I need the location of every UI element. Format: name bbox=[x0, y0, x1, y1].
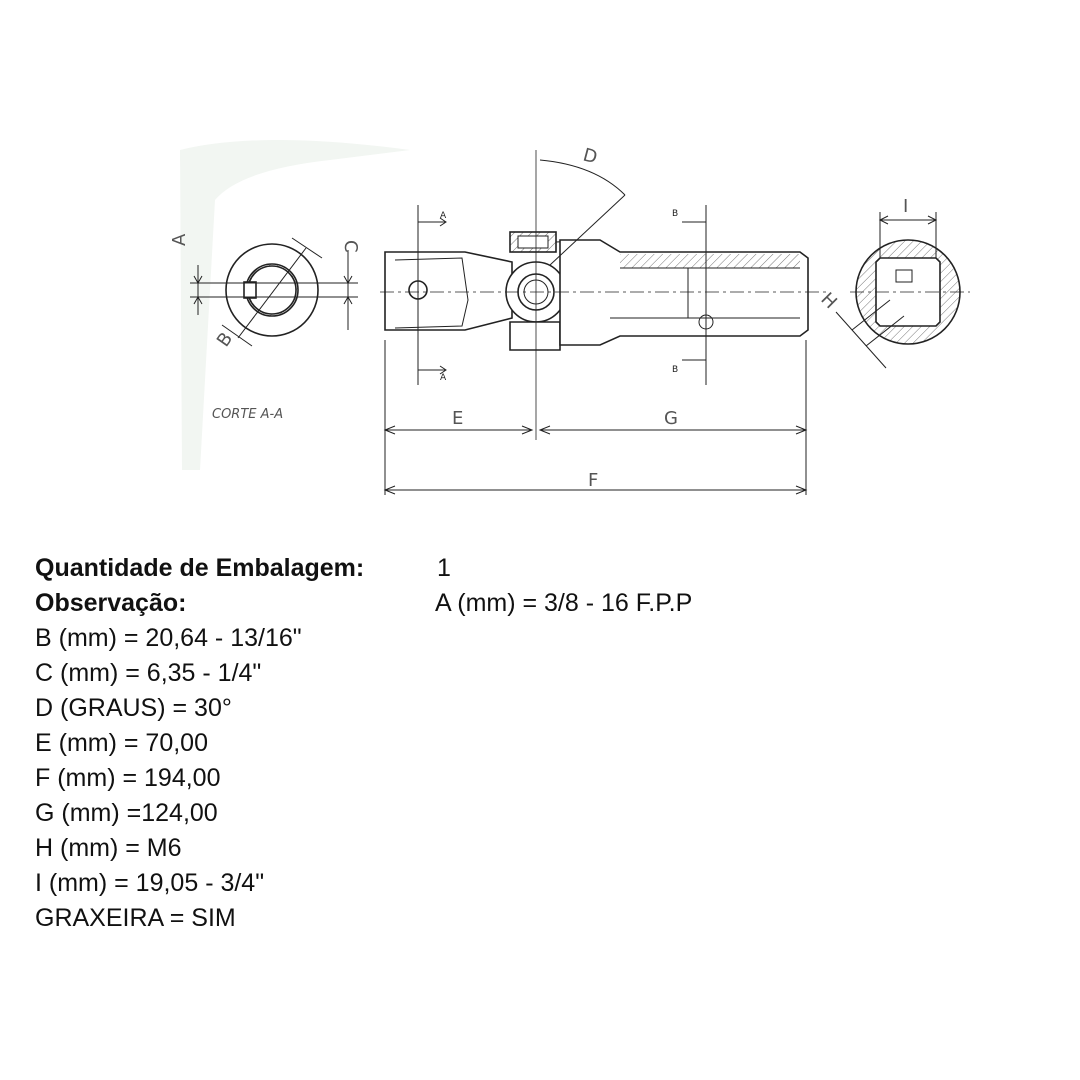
observation-label: Observação: bbox=[35, 589, 187, 617]
observation-row bbox=[35, 586, 693, 621]
dim-label-f: F bbox=[588, 470, 599, 491]
quantity-row bbox=[35, 551, 451, 586]
specifications-block bbox=[35, 551, 693, 936]
dim-label-e: E bbox=[452, 408, 464, 429]
spec-g: G (mm) =124,00 bbox=[35, 799, 218, 827]
left-yoke bbox=[385, 252, 512, 330]
spec-c: C (mm) = 6,35 - 1/4" bbox=[35, 659, 262, 687]
spec-i: I (mm) = 19,05 - 3/4" bbox=[35, 869, 265, 897]
spec-f: F (mm) = 194,00 bbox=[35, 764, 221, 792]
dim-label-h: H bbox=[816, 288, 841, 314]
hatched-shaft-wall bbox=[620, 254, 800, 268]
section-keyway bbox=[244, 282, 256, 298]
spec-h: H (mm) = M6 bbox=[35, 834, 182, 862]
spec-a: A (mm) = 3/8 - 16 F.P.P bbox=[435, 589, 693, 617]
dim-label-g: G bbox=[664, 408, 678, 429]
section-mark-a-top: A bbox=[440, 211, 447, 221]
section-mark-b-top: B bbox=[672, 209, 679, 219]
spec-b: B (mm) = 20,64 - 13/16" bbox=[35, 624, 302, 652]
section-view-a-a bbox=[190, 238, 358, 346]
spec-e: E (mm) = 70,00 bbox=[35, 729, 208, 757]
section-view-b-b bbox=[836, 212, 970, 368]
dim-label-c: C bbox=[340, 240, 361, 253]
section-mark-b-bottom: B bbox=[672, 365, 679, 375]
quantity-value: 1 bbox=[437, 554, 451, 582]
dim-label-i: I bbox=[903, 196, 909, 217]
quantity-label: Quantidade de Embalagem: bbox=[35, 554, 365, 582]
spec-graxeira: GRAXEIRA = SIM bbox=[35, 904, 236, 932]
dim-label-a: A bbox=[169, 233, 190, 246]
dim-label-b: B bbox=[212, 328, 238, 351]
joint-side-view bbox=[380, 150, 830, 495]
section-mark-a-bottom: A bbox=[440, 373, 447, 383]
spec-d: D (GRAUS) = 30° bbox=[35, 694, 232, 722]
section-caption: CORTE A-A bbox=[212, 407, 284, 422]
dim-label-d: D bbox=[580, 144, 600, 169]
